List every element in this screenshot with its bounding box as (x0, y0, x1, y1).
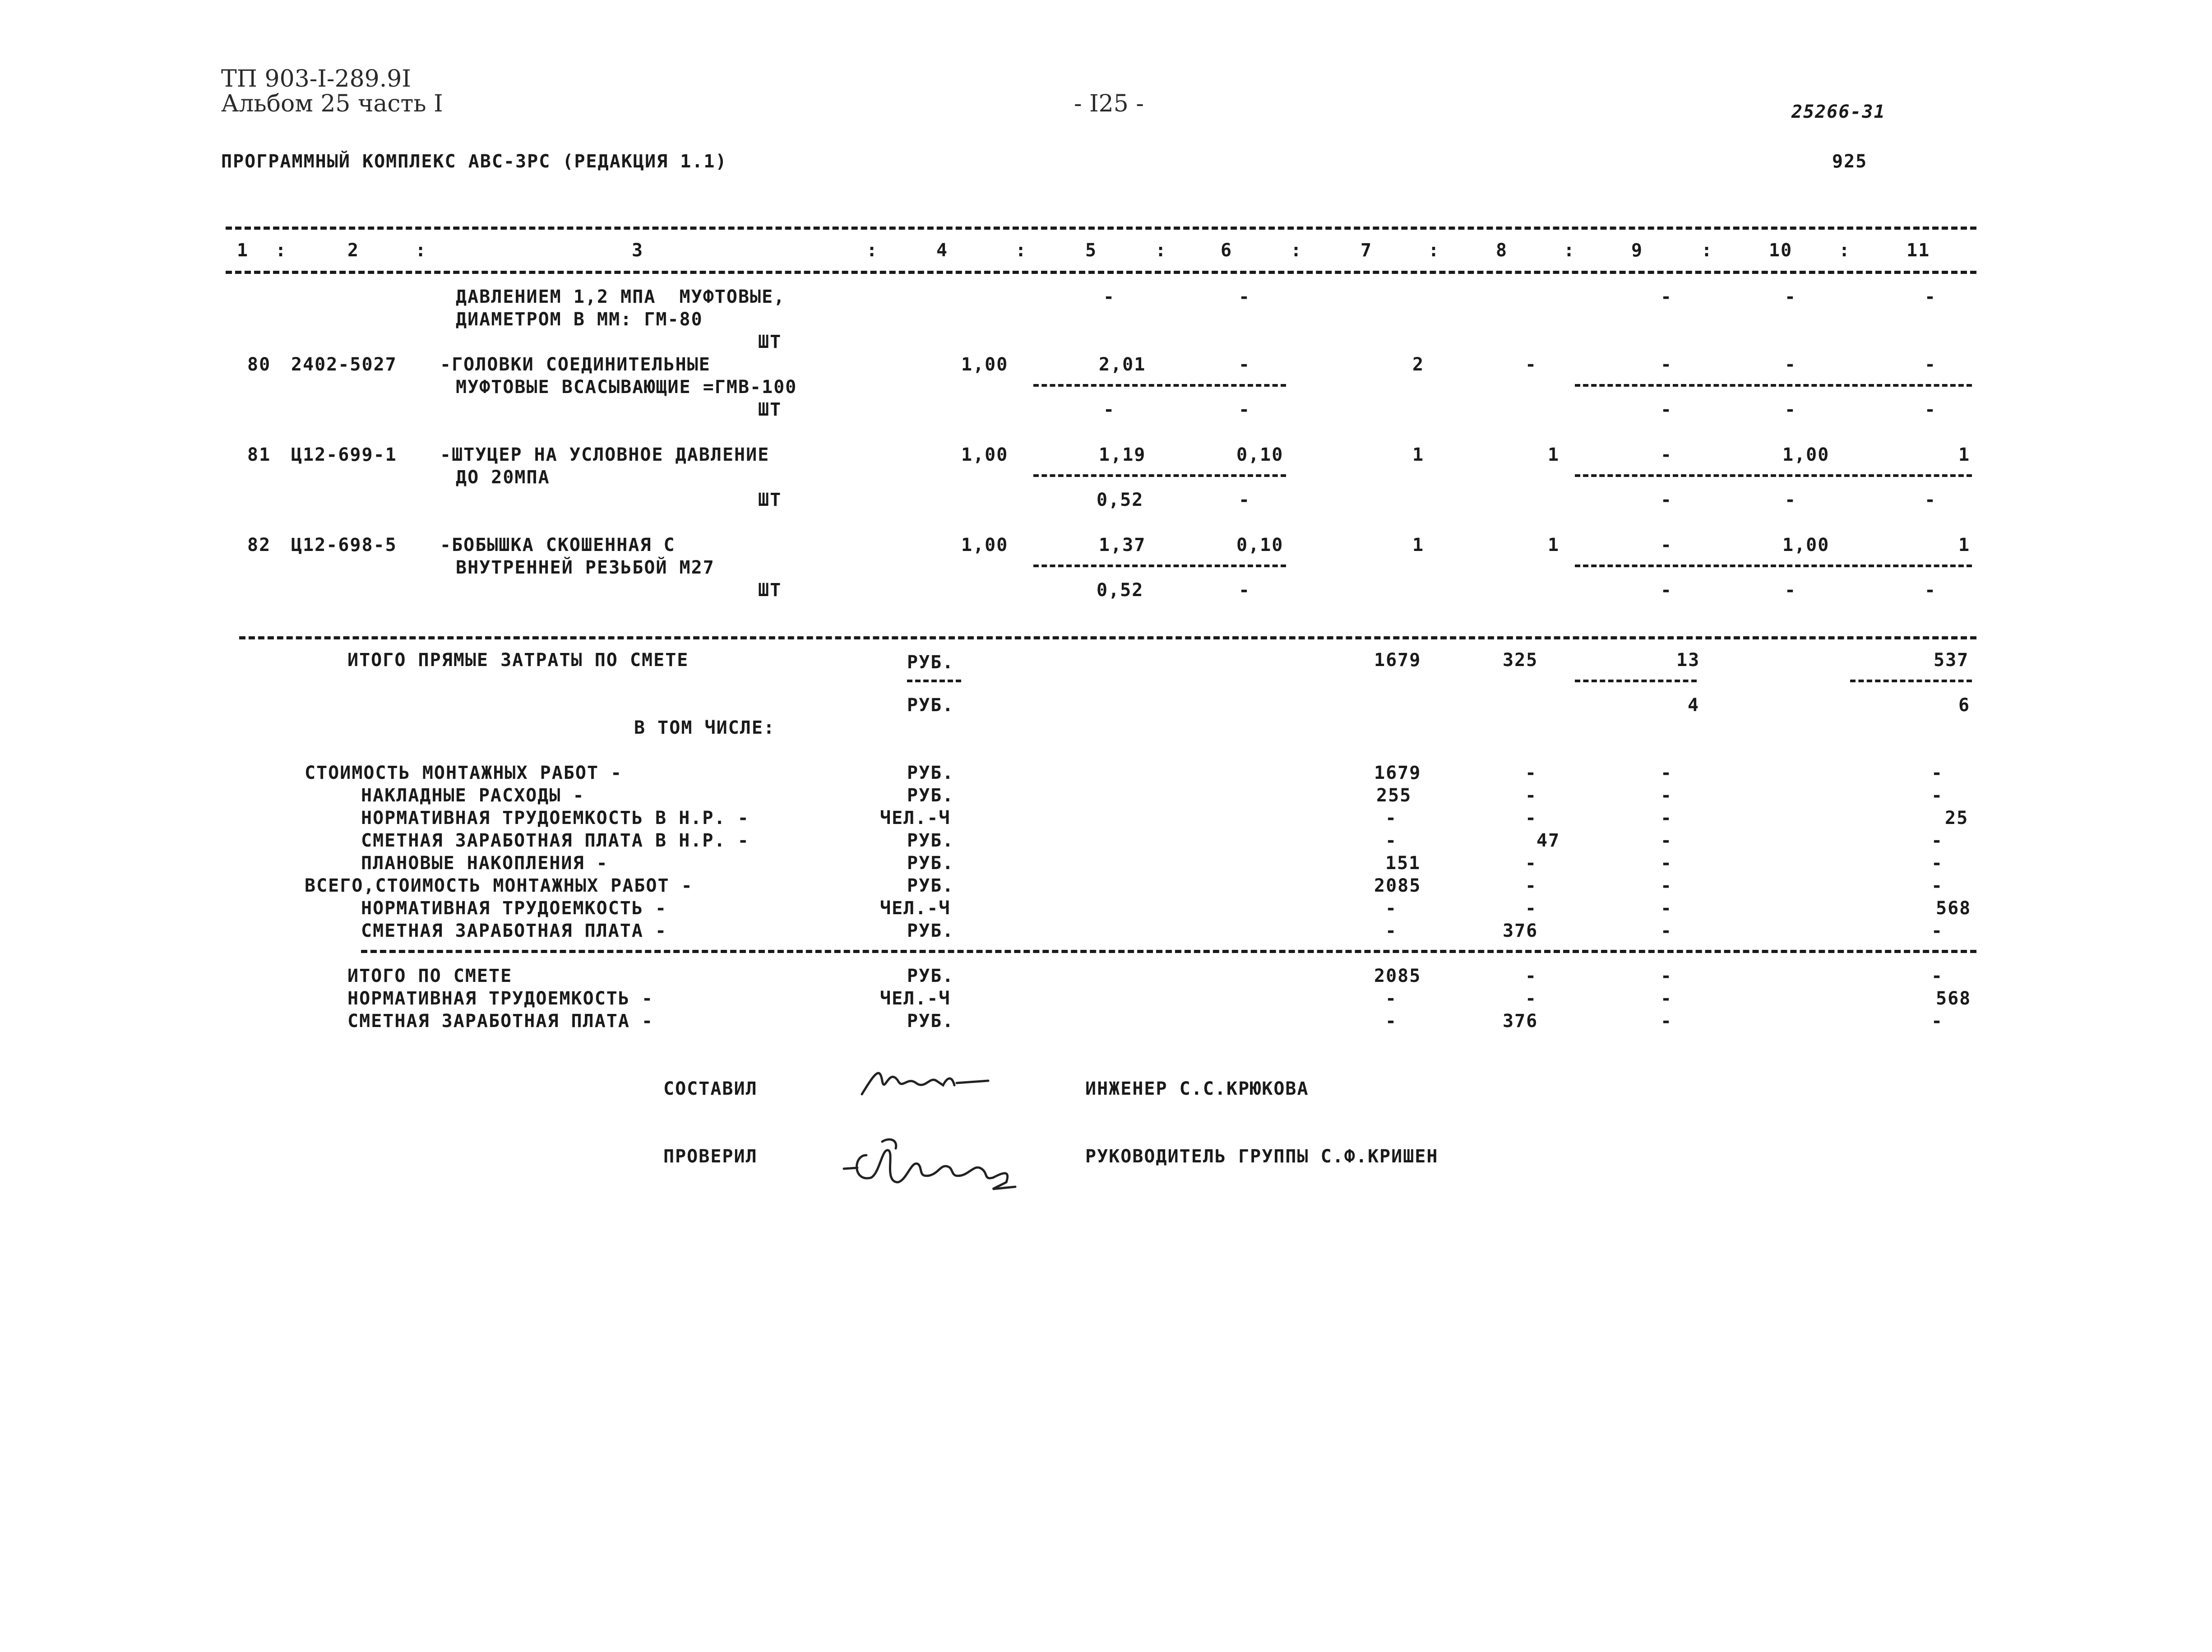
col-header-3: 3 (632, 240, 644, 261)
col-header-6: 6 (1221, 240, 1233, 261)
col-header-8: 8 (1496, 240, 1508, 261)
col-header-10: 10 (1769, 240, 1793, 261)
table-header-rule (226, 271, 1976, 274)
col-header-1: 1 (237, 240, 249, 261)
program-title: ПРОГРАММНЫЙ КОМПЛЕКС АВС-3РС (РЕДАКЦИЯ 1.1) (221, 151, 727, 172)
col-header-4: 4 (936, 240, 949, 261)
col-header-9: 9 (1631, 240, 1643, 261)
totals-rule (239, 636, 1976, 639)
album-label: Альбом 25 часть I (221, 90, 443, 117)
checked-by: РУКОВОДИТЕЛЬ ГРУППЫ С.Ф.КРИШЕН (1085, 1146, 1439, 1167)
final-rule (361, 950, 1976, 953)
table-top-rule (226, 227, 1976, 230)
page-code: 925 (1832, 151, 1868, 172)
doc-code: ТП 903-I-289.9I (221, 65, 411, 93)
including-label: В ТОМ ЧИСЛЕ: (634, 717, 775, 738)
signature-compiled (857, 1063, 993, 1103)
col-header-11: 11 (1907, 240, 1930, 261)
compiled-by: ИНЖЕНЕР С.С.КРЮКОВА (1085, 1078, 1309, 1099)
checked-label: ПРОВЕРИЛ (663, 1146, 758, 1167)
ref-code: 25266-31 (1791, 102, 1886, 122)
col-header-2: 2 (347, 240, 360, 261)
signature-checked (839, 1128, 1029, 1196)
col-header-5: 5 (1085, 240, 1097, 261)
col-header-7: 7 (1361, 240, 1373, 261)
compiled-label: СОСТАВИЛ (663, 1078, 758, 1099)
page-number: - I25 - (1074, 90, 1144, 117)
